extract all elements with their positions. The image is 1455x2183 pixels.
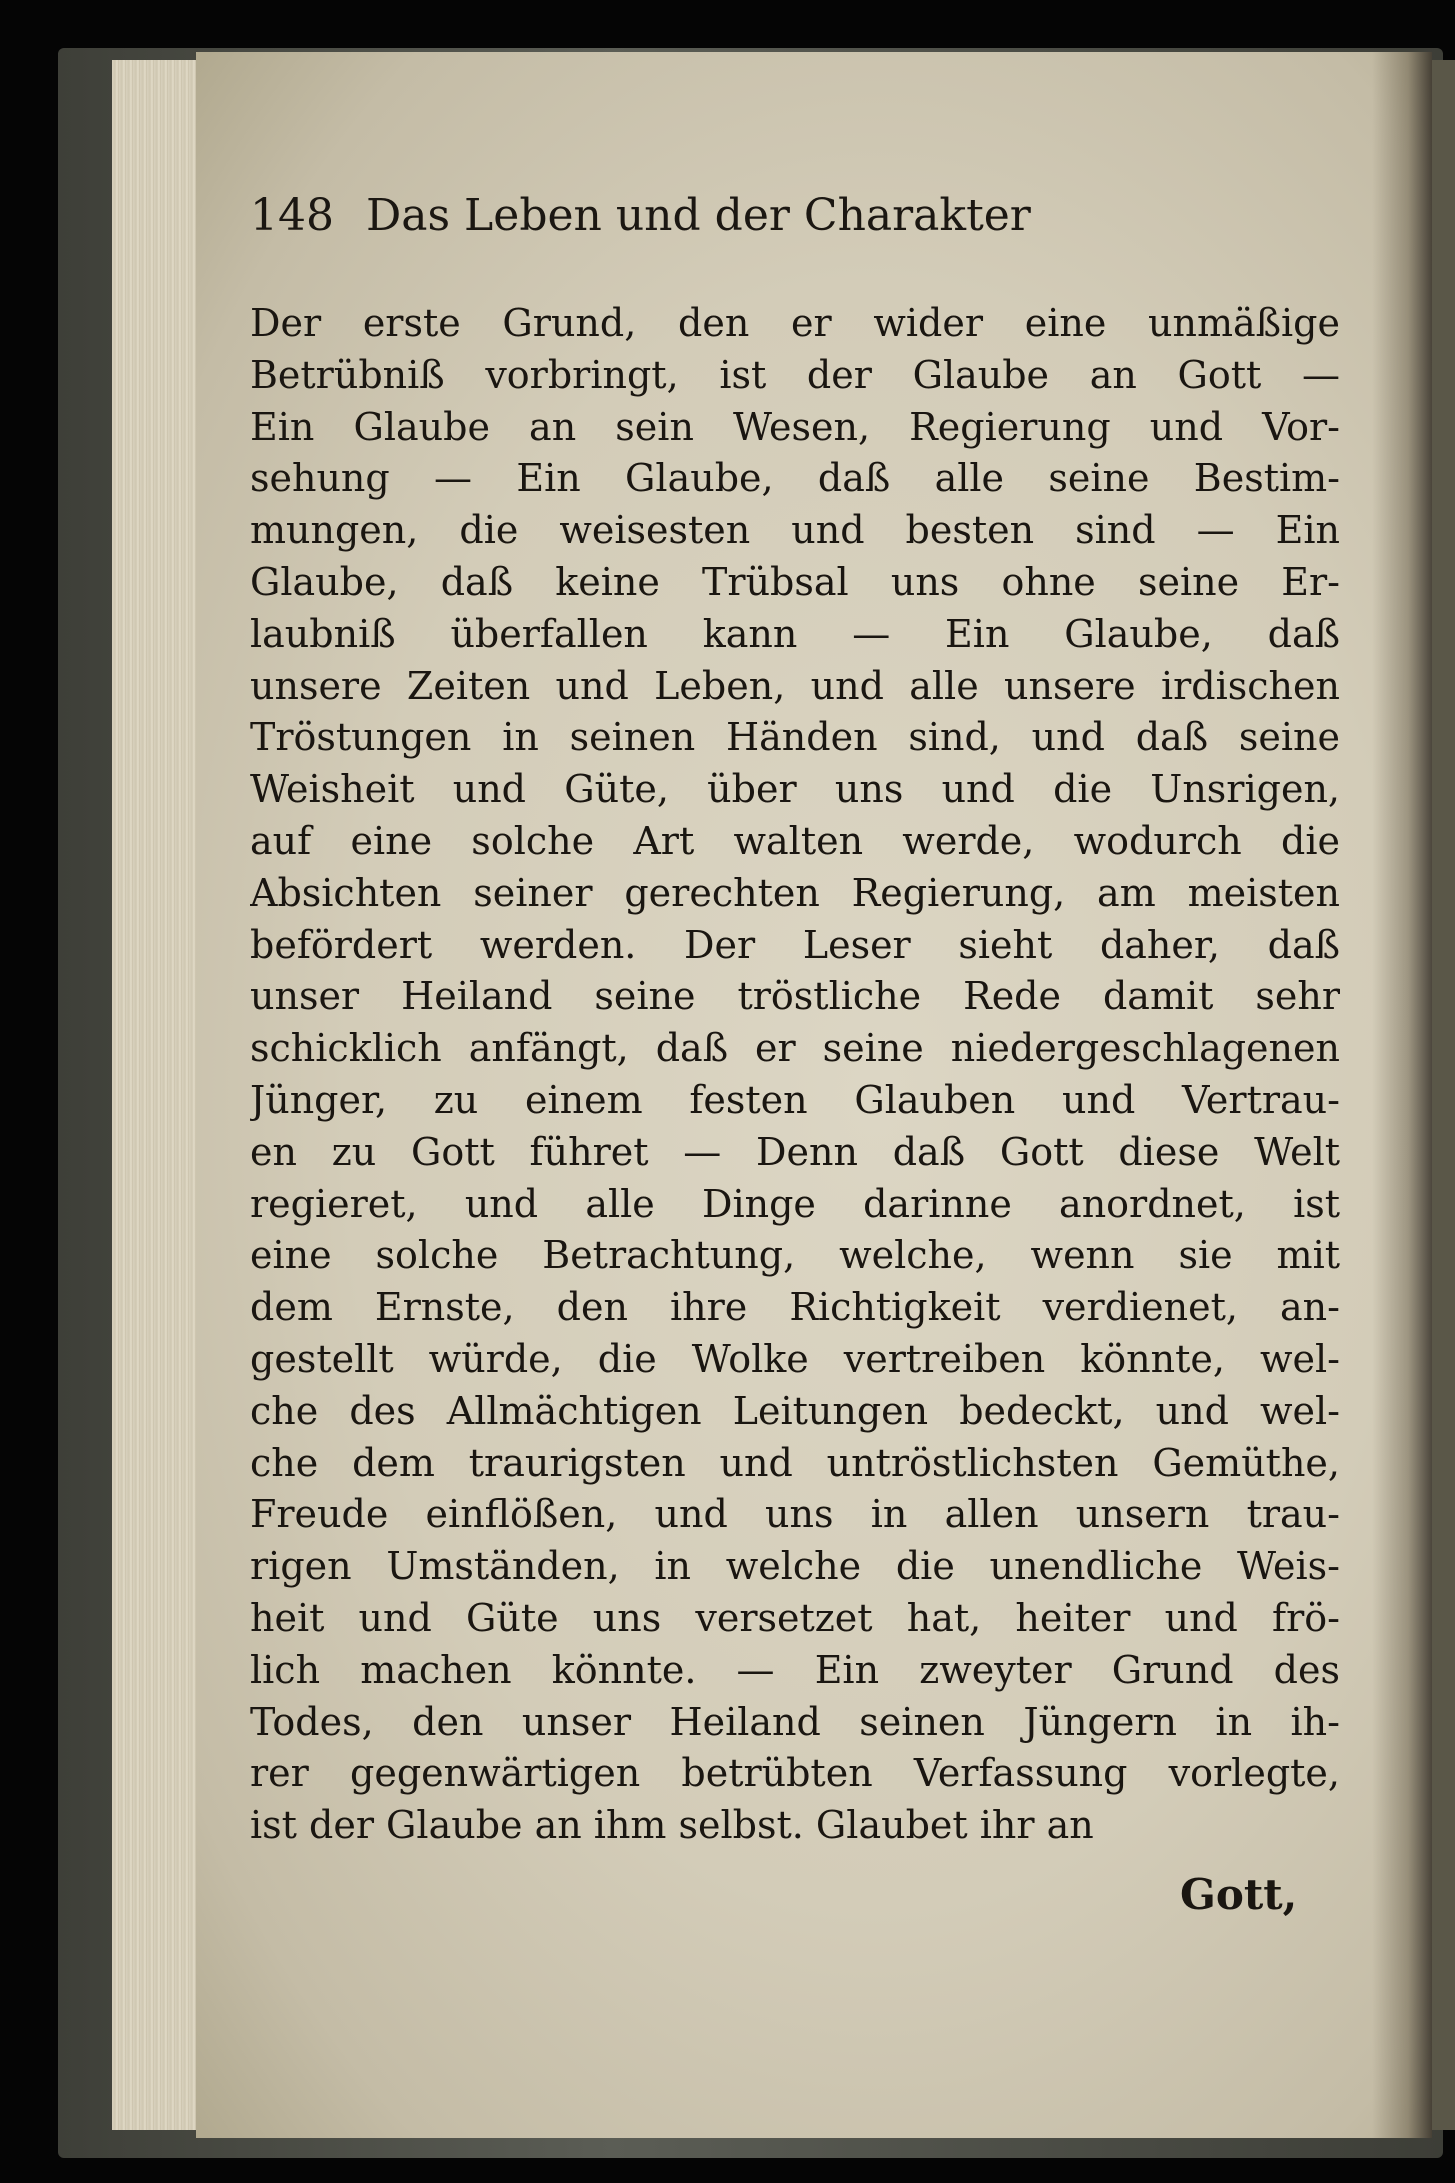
text-line: Glaube, daß keine Trübsal uns ohne seine Er-: [250, 559, 1340, 604]
text-line: sehung — Ein Glaube, daß alle seine Bestim-: [250, 456, 1340, 501]
catchword: Gott,: [1180, 1870, 1298, 1919]
text-line: en zu Gott führet — Denn daß Gott diese Welt: [250, 1129, 1340, 1174]
text-line: Todes, den unser Heiland seinen Jüngern in ih-: [250, 1699, 1340, 1744]
page-edges: [112, 60, 204, 2130]
text-line: Ein Glaube an sein Wesen, Regierung und Vor-: [250, 404, 1340, 449]
body-text: [250, 298, 1340, 1852]
text-line: mungen, die weisesten und besten sind — Ein: [250, 508, 1340, 553]
text-line: Freude einflößen, und uns in allen unsern trau-: [250, 1492, 1340, 1537]
text-line: Weisheit und Güte, über uns und die Unsrigen,: [250, 767, 1340, 812]
text-line: ist der Glaube an ihm selbst. Glaubet ihr an: [250, 1803, 1094, 1848]
text-line: regieret, und alle Dinge darinne anordnet, ist: [250, 1181, 1340, 1226]
text-line: laubniß überfallen kann — Ein Glaube, daß: [250, 611, 1340, 656]
text-line: Jünger, zu einem festen Glauben und Vertrau-: [250, 1077, 1340, 1122]
page-number: 148: [250, 190, 334, 241]
text-line: rigen Umständen, in welche die unendliche Weis-: [250, 1544, 1340, 1589]
text-line: befördert werden. Der Leser sieht daher, daß: [250, 922, 1340, 967]
page-gutter-shadow: [1372, 52, 1432, 2138]
text-line: dem Ernste, den ihre Richtigkeit verdienet, an-: [250, 1285, 1340, 1330]
running-title: Das Leben und der Charakter: [365, 190, 1031, 241]
facing-page-edge: [1432, 60, 1455, 2130]
page-header: [250, 190, 1130, 241]
text-line: lich machen könnte. — Ein zweyter Grund des: [250, 1647, 1340, 1692]
text-line: heit und Güte uns versetzet hat, heiter und frö-: [250, 1595, 1340, 1640]
text-line: Tröstungen in seinen Händen sind, und daß seine: [250, 715, 1340, 760]
text-line: unsere Zeiten und Leben, und alle unsere irdischen: [250, 663, 1340, 708]
text-line: Absichten seiner gerechten Regierung, am meisten: [250, 870, 1340, 915]
text-line: gestellt würde, die Wolke vertreiben könnte, wel-: [250, 1336, 1340, 1381]
text-line: unser Heiland seine tröstliche Rede damit sehr: [250, 974, 1340, 1019]
text-line: schicklich anfängt, daß er seine niedergeschlagenen: [250, 1026, 1340, 1071]
text-line: che des Allmächtigen Leitungen bedeckt, und wel-: [250, 1388, 1340, 1433]
text-line: rer gegenwärtigen betrübten Verfassung vorlegte,: [250, 1751, 1340, 1796]
text-line: eine solche Betrachtung, welche, wenn sie mit: [250, 1233, 1340, 1278]
text-line: Der erste Grund, den er wider eine unmäßige: [250, 301, 1340, 345]
text-line: auf eine solche Art walten werde, wodurch die: [250, 818, 1340, 863]
text-line: Betrübniß vorbringt, ist der Glaube an Gott —: [250, 352, 1340, 397]
text-line: che dem traurigsten und untröstlichsten Gemüthe,: [250, 1440, 1340, 1485]
